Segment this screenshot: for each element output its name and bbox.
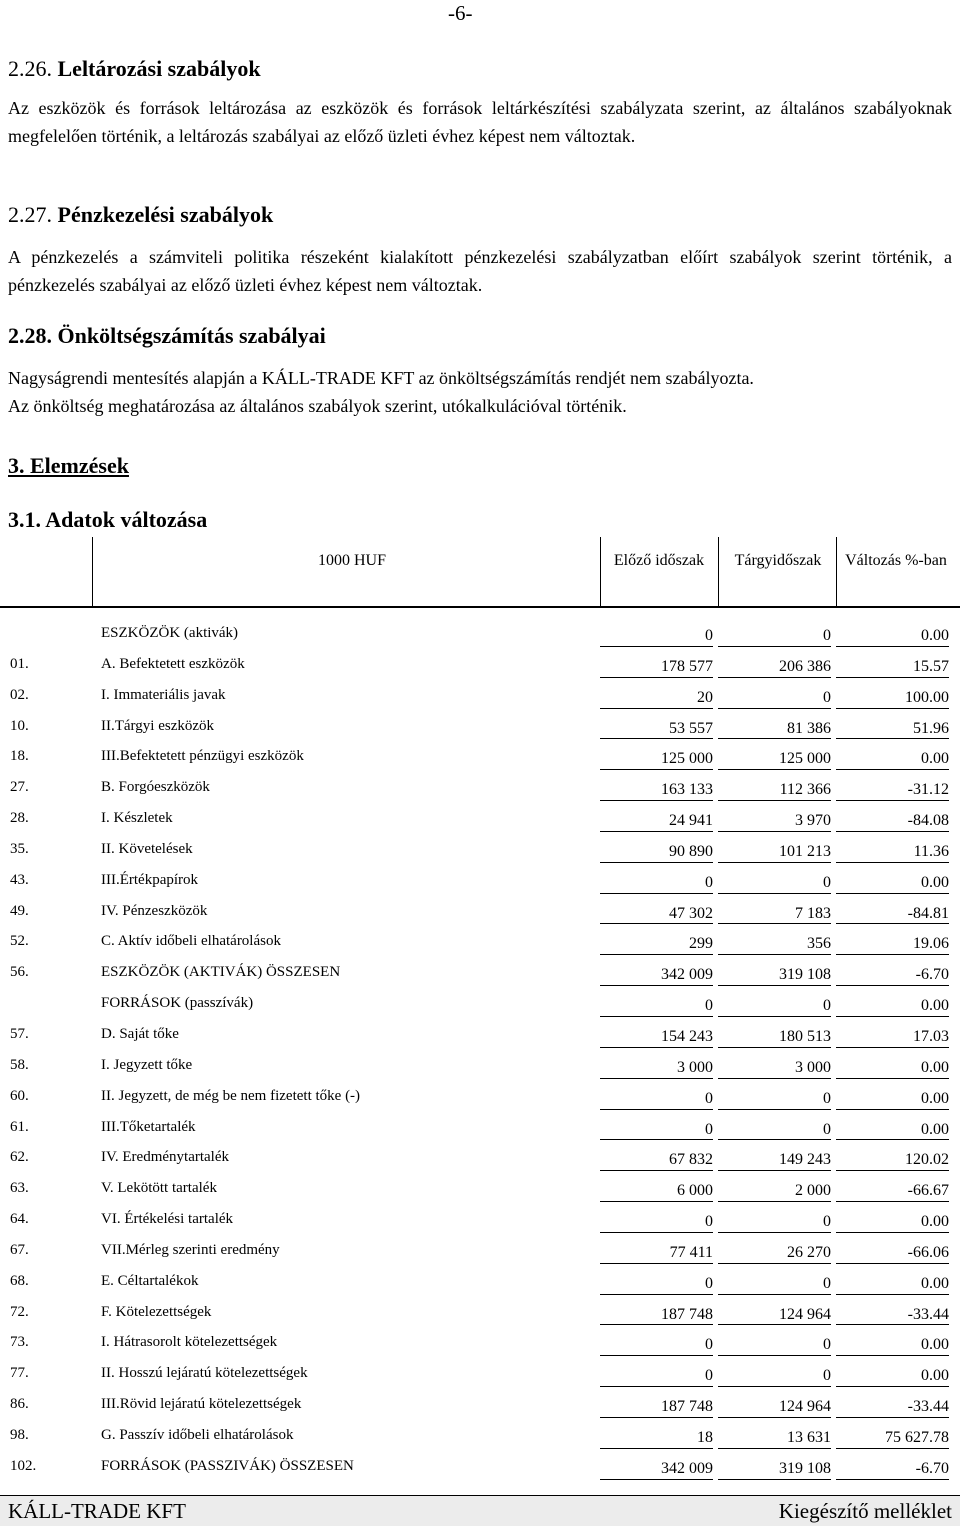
row-change: 15.57 bbox=[913, 657, 949, 675]
row-prev: 342 009 bbox=[661, 966, 713, 984]
row-code: 86. bbox=[10, 1396, 29, 1413]
row-name: VII.Mérleg szerinti eredmény bbox=[101, 1241, 280, 1258]
header-prev: Előző időszak bbox=[613, 552, 705, 569]
row-curr: 0 bbox=[823, 873, 831, 891]
row-change: 0.00 bbox=[921, 1274, 949, 1292]
row-change: 0.00 bbox=[921, 627, 949, 644]
row-change: 17.03 bbox=[913, 1027, 949, 1045]
row-change: 0.00 bbox=[921, 873, 949, 891]
row-change: 0.00 bbox=[921, 1367, 949, 1385]
row-prev: 6 000 bbox=[677, 1182, 713, 1200]
row-change: -31.12 bbox=[907, 781, 949, 799]
table-row bbox=[0, 803, 960, 834]
row-prev: 67 832 bbox=[669, 1151, 713, 1169]
row-name: I. Hátrasorolt kötelezettségek bbox=[101, 1334, 278, 1351]
section-2-26-title: Leltározási szabályok bbox=[57, 56, 261, 81]
row-code: 63. bbox=[10, 1180, 29, 1197]
row-change: 0.00 bbox=[921, 1213, 949, 1231]
section-2-28-title: 2.28. Önköltségszámítás szabályai bbox=[8, 323, 326, 348]
row-name: III.Befektetett pénzügyi eszközök bbox=[101, 748, 304, 765]
row-change: -33.44 bbox=[907, 1398, 949, 1416]
row-name: ESZKÖZÖK (AKTIVÁK) ÖSSZESEN bbox=[101, 964, 341, 981]
row-name: FORRÁSOK (passzívák) bbox=[101, 995, 254, 1012]
row-curr: 26 270 bbox=[787, 1243, 831, 1261]
row-prev: 47 302 bbox=[669, 904, 713, 922]
section-2-26-text: Az eszközök és források leltározása az eszközök és források leltárkészítési szabályzata szerint, az általános szabályoknak megfelelően történik, a leltározás szabályai az előző üzleti évhez képest nem változtak. bbox=[8, 98, 952, 146]
row-code: 72. bbox=[10, 1303, 29, 1320]
row-prev: 0 bbox=[705, 1120, 713, 1138]
row-curr: 0 bbox=[823, 1367, 831, 1385]
table-row bbox=[0, 1358, 960, 1389]
row-change: 0.00 bbox=[921, 997, 949, 1015]
row-name: B. Forgóeszközök bbox=[101, 779, 210, 796]
section-2-27-title: Pénzkezelési szabályok bbox=[57, 202, 274, 227]
row-prev: 18 bbox=[697, 1428, 713, 1446]
section-2-27-heading bbox=[8, 202, 273, 228]
data-table bbox=[0, 537, 960, 1482]
section-2-26-number: 2.26. bbox=[8, 56, 52, 81]
row-name: A. Befektetett eszközök bbox=[101, 655, 245, 672]
row-curr: 0 bbox=[823, 1274, 831, 1292]
row-change: -6.70 bbox=[915, 966, 949, 984]
row-code: 60. bbox=[10, 1087, 29, 1104]
row-name: II. Jegyzett, de még be nem fizetett tőke (-) bbox=[101, 1087, 361, 1104]
table-row bbox=[0, 1266, 960, 1297]
table-header bbox=[0, 537, 960, 608]
table-row bbox=[0, 1235, 960, 1266]
row-curr: 180 513 bbox=[779, 1027, 831, 1045]
row-prev: 0 bbox=[705, 1089, 713, 1107]
table-row bbox=[0, 1142, 960, 1173]
row-change: -33.44 bbox=[907, 1305, 949, 1323]
row-curr: 125 000 bbox=[779, 750, 831, 768]
row-prev: 0 bbox=[705, 997, 713, 1015]
table-row bbox=[0, 1050, 960, 1081]
row-curr: 0 bbox=[823, 1336, 831, 1354]
table-row bbox=[0, 1173, 960, 1204]
section-3-title: 3. Elemzések bbox=[8, 453, 129, 478]
table-body bbox=[0, 608, 960, 1482]
row-code: 64. bbox=[10, 1211, 29, 1228]
header-curr: Tárgyidőszak bbox=[734, 552, 822, 569]
table-row bbox=[0, 649, 960, 680]
row-name: II. Követelések bbox=[101, 840, 193, 857]
row-prev: 0 bbox=[705, 1213, 713, 1231]
section-2-27-text: A pénzkezelés a számviteli politika részeként kialakított pénzkezelési szabályzatban előírt szabályok szerint történik, a pénzkezelés szabályai az előző üzleti évhez képest nem változtak. bbox=[8, 247, 952, 295]
row-code: 58. bbox=[10, 1056, 29, 1073]
row-change: 11.36 bbox=[913, 842, 949, 860]
page-number: -6- bbox=[448, 1, 473, 25]
row-code: 77. bbox=[10, 1365, 29, 1382]
row-curr: 3 000 bbox=[795, 1058, 831, 1076]
row-prev: 3 000 bbox=[677, 1058, 713, 1076]
table-row bbox=[0, 1204, 960, 1235]
section-2-28-text-2: Az önköltség meghatározása az általános szabályok szerint, utókalkulációval történik. bbox=[8, 396, 627, 416]
row-code: 73. bbox=[10, 1334, 29, 1351]
table-row bbox=[0, 1420, 960, 1451]
row-change: -66.06 bbox=[907, 1243, 949, 1261]
row-change: 0.00 bbox=[921, 1058, 949, 1076]
row-change: -66.67 bbox=[907, 1182, 949, 1200]
row-change: 0.00 bbox=[921, 1089, 949, 1107]
table-row bbox=[0, 1297, 960, 1328]
row-prev: 187 748 bbox=[661, 1305, 713, 1323]
row-name: ESZKÖZÖK (aktivák) bbox=[101, 625, 239, 641]
row-change: 75 627.78 bbox=[885, 1428, 949, 1446]
section-3-1-title: 3.1. Adatok változása bbox=[8, 507, 208, 532]
row-name: I. Készletek bbox=[101, 810, 173, 827]
row-name: VI. Értékelési tartalék bbox=[101, 1211, 234, 1228]
table-row bbox=[0, 896, 960, 927]
row-curr: 149 243 bbox=[779, 1151, 831, 1169]
page-footer bbox=[0, 1495, 960, 1526]
table-row bbox=[0, 1112, 960, 1143]
row-curr: 13 631 bbox=[787, 1428, 831, 1446]
row-name: I. Jegyzett tőke bbox=[101, 1056, 193, 1073]
table-row bbox=[0, 834, 960, 865]
row-curr: 112 366 bbox=[779, 781, 831, 799]
row-curr: 0 bbox=[823, 1120, 831, 1138]
row-change: 0.00 bbox=[921, 750, 949, 768]
row-code: 98. bbox=[10, 1426, 29, 1443]
row-change: 19.06 bbox=[913, 935, 949, 953]
table-row bbox=[0, 957, 960, 988]
row-prev: 299 bbox=[689, 935, 713, 953]
section-2-27-number: 2.27. bbox=[8, 202, 52, 227]
row-curr: 0 bbox=[823, 1213, 831, 1231]
row-code: 01. bbox=[10, 655, 29, 672]
row-name: II. Hosszú lejáratú kötelezettségek bbox=[101, 1365, 308, 1382]
row-code: 27. bbox=[10, 779, 29, 796]
row-name: FORRÁSOK (PASSZIVÁK) ÖSSZESEN bbox=[101, 1457, 354, 1474]
row-code: 10. bbox=[10, 717, 29, 734]
row-change: 0.00 bbox=[921, 1336, 949, 1354]
table-row bbox=[0, 1451, 960, 1482]
table-row bbox=[0, 1327, 960, 1358]
row-prev: 342 009 bbox=[661, 1459, 713, 1477]
row-prev: 125 000 bbox=[661, 750, 713, 768]
footer-company: KÁLL-TRADE KFT bbox=[8, 1499, 186, 1523]
table-row bbox=[0, 772, 960, 803]
row-code: 102. bbox=[10, 1457, 37, 1474]
table-row bbox=[0, 741, 960, 772]
row-prev: 77 411 bbox=[669, 1243, 713, 1261]
table-row bbox=[0, 711, 960, 742]
row-change: 100.00 bbox=[905, 688, 949, 706]
row-code: 28. bbox=[10, 810, 29, 827]
row-code: 18. bbox=[10, 748, 29, 765]
table-row bbox=[0, 680, 960, 711]
row-code: 68. bbox=[10, 1272, 29, 1289]
row-code: 62. bbox=[10, 1149, 29, 1166]
row-name: I. Immateriális javak bbox=[101, 686, 226, 703]
row-code: 49. bbox=[10, 902, 29, 919]
row-change: 51.96 bbox=[913, 719, 949, 737]
row-name: III.Tőketartalék bbox=[101, 1118, 196, 1135]
row-change: -84.08 bbox=[907, 812, 949, 830]
row-prev: 0 bbox=[705, 627, 713, 644]
row-prev: 0 bbox=[705, 873, 713, 891]
row-prev: 163 133 bbox=[661, 781, 713, 799]
row-change: 120.02 bbox=[905, 1151, 949, 1169]
row-curr: 101 213 bbox=[779, 842, 831, 860]
row-prev: 187 748 bbox=[661, 1398, 713, 1416]
row-name: IV. Pénzeszközök bbox=[101, 902, 208, 919]
row-curr: 0 bbox=[823, 627, 831, 644]
row-curr: 124 964 bbox=[779, 1398, 831, 1416]
row-prev: 24 941 bbox=[669, 812, 713, 830]
row-curr: 0 bbox=[823, 688, 831, 706]
row-code: 57. bbox=[10, 1025, 29, 1042]
section-2-28-text-1: Nagyságrendi mentesítés alapján a KÁLL-TRADE KFT az önköltségszámítás rendjét nem szabályozta. bbox=[8, 368, 754, 388]
row-change: -6.70 bbox=[915, 1459, 949, 1477]
row-code: 56. bbox=[10, 964, 29, 981]
row-code: 61. bbox=[10, 1118, 29, 1135]
row-code: 67. bbox=[10, 1241, 29, 1258]
row-prev: 53 557 bbox=[669, 719, 713, 737]
row-name: V. Lekötött tartalék bbox=[101, 1180, 217, 1197]
row-prev: 178 577 bbox=[661, 657, 713, 675]
row-name: C. Aktív időbeli elhatárolások bbox=[101, 933, 281, 950]
row-prev: 0 bbox=[705, 1274, 713, 1292]
table-row bbox=[0, 1081, 960, 1112]
row-prev: 0 bbox=[705, 1367, 713, 1385]
row-curr: 356 bbox=[807, 935, 831, 953]
table-row bbox=[0, 988, 960, 1019]
section-2-26-heading bbox=[8, 56, 261, 82]
row-prev: 0 bbox=[705, 1336, 713, 1354]
row-prev: 20 bbox=[697, 688, 713, 706]
row-code: 52. bbox=[10, 933, 29, 950]
row-curr: 3 970 bbox=[795, 812, 831, 830]
row-code: 43. bbox=[10, 871, 29, 888]
row-change: 0.00 bbox=[921, 1120, 949, 1138]
row-code: 02. bbox=[10, 686, 29, 703]
row-name: III.Rövid lejáratú kötelezettségek bbox=[101, 1396, 302, 1413]
table-row bbox=[0, 618, 960, 649]
row-prev: 154 243 bbox=[661, 1027, 713, 1045]
row-name: E. Céltartalékok bbox=[101, 1272, 199, 1289]
row-curr: 206 386 bbox=[779, 657, 831, 675]
row-name: F. Kötelezettségek bbox=[101, 1303, 212, 1320]
table-row bbox=[0, 926, 960, 957]
row-curr: 319 108 bbox=[779, 1459, 831, 1477]
row-name: III.Értékpapírok bbox=[101, 871, 199, 888]
row-name: IV. Eredménytartalék bbox=[101, 1149, 230, 1166]
row-curr: 0 bbox=[823, 997, 831, 1015]
row-curr: 319 108 bbox=[779, 966, 831, 984]
row-prev: 90 890 bbox=[669, 842, 713, 860]
row-curr: 124 964 bbox=[779, 1305, 831, 1323]
row-code: 35. bbox=[10, 840, 29, 857]
row-name: D. Saját tőke bbox=[101, 1025, 179, 1042]
header-change: Változás %-ban bbox=[845, 552, 947, 569]
footer-doc: Kiegészítő melléklet bbox=[778, 1499, 952, 1523]
table-row bbox=[0, 1019, 960, 1050]
row-name: G. Passzív időbeli elhatárolások bbox=[101, 1426, 294, 1443]
row-change: -84.81 bbox=[907, 904, 949, 922]
table-row bbox=[0, 1389, 960, 1420]
row-curr: 2 000 bbox=[795, 1182, 831, 1200]
row-curr: 0 bbox=[823, 1089, 831, 1107]
row-curr: 7 183 bbox=[795, 904, 831, 922]
header-unit: 1000 HUF bbox=[317, 552, 386, 569]
table-row bbox=[0, 865, 960, 896]
row-curr: 81 386 bbox=[787, 719, 831, 737]
row-name: II.Tárgyi eszközök bbox=[101, 717, 215, 734]
